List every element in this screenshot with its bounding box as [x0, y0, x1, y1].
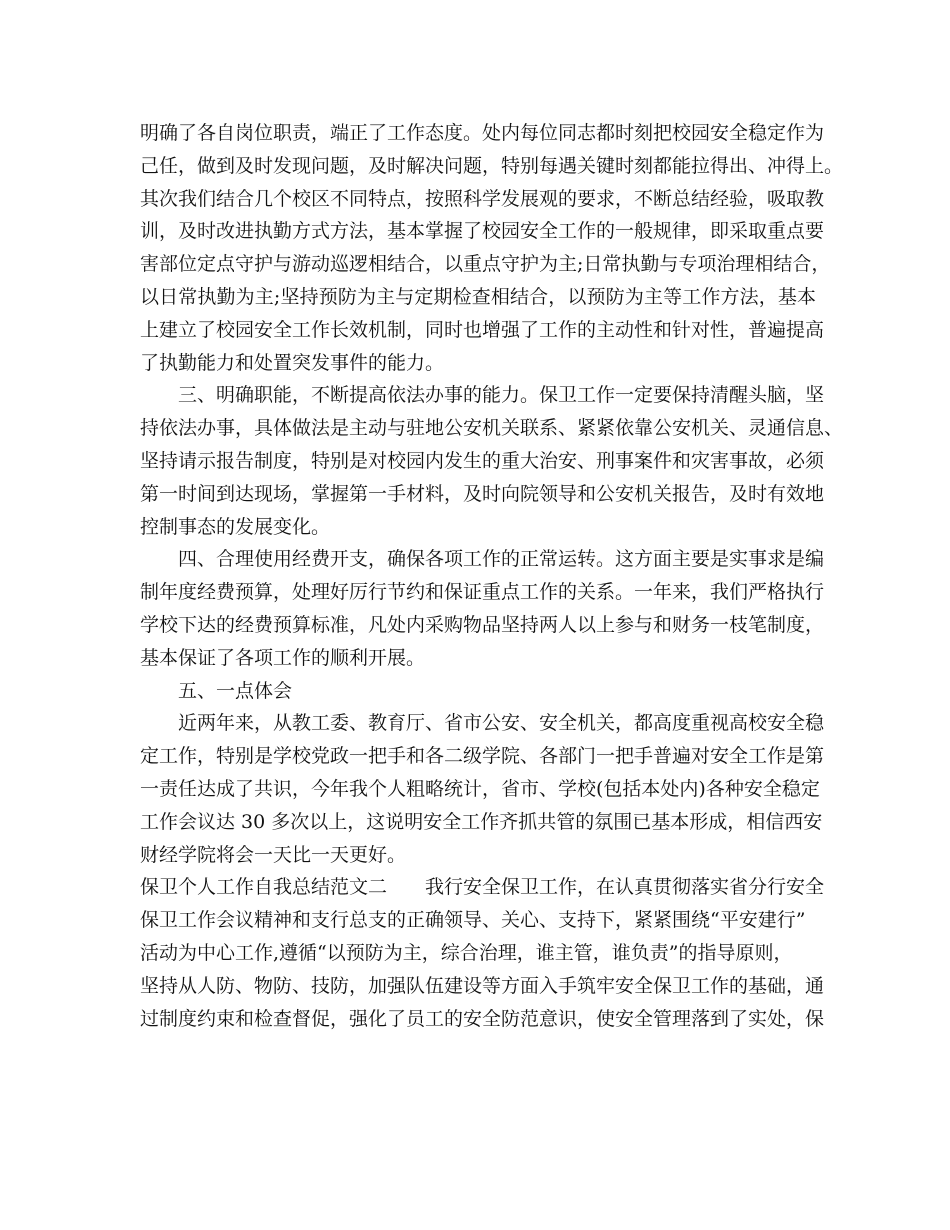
text-line: 害部位定点守护与游动巡逻相结合，以重点守护为主;日常执勤与专项治理相结合， [140, 253, 831, 276]
document-body [140, 117, 844, 1035]
text-line: 三、明确职能，不断提高依法办事的能力。保卫工作一定要保持清醒头脑，坚 [178, 384, 825, 407]
text-line: 过制度约束和检查督促，强化了员工的安全防范意识，使安全管理落到了实处，保 [140, 1007, 825, 1030]
text-line: 基本保证了各项工作的顺利开展。 [140, 646, 426, 669]
text-line: 保卫个人工作自我总结范文二 我行安全保卫工作，在认真贯彻落实省分行安全 [140, 876, 825, 899]
text-line: 制年度经费预算，处理好厉行节约和保证重点工作的关系。一年来，我们严格执行 [140, 581, 825, 604]
text-line: 四、合理使用经费开支，确保各项工作的正常运转。这方面主要是实事求是编 [178, 548, 825, 571]
text-line: 近两年来，从教工委、教育厅、省市公安、安全机关，都高度重视高校安全稳 [178, 712, 825, 735]
text-line: 了执勤能力和处置突发事件的能力。 [140, 351, 445, 374]
text-line: 五、一点体会 [178, 679, 293, 702]
text-line: 定工作，特别是学校党政一把手和各二级学院、各部门一把手普遍对安全工作是第 [140, 745, 825, 768]
text-line: 第一时间到达现场，掌握第一手材料，及时向院领导和公安机关报告，及时有效地 [140, 482, 825, 505]
text-line: 以日常执勤为主;坚持预防为主与定期检查相结合，以预防为主等工作方法，基本 [140, 285, 816, 308]
text-line: 学校下达的经费预算标准，凡处内采购物品坚持两人以上参与和财务一枝笔制度， [140, 613, 825, 636]
text-line: 活动为中心工作,遵循“以预防为主，综合治理，谁主管，谁负责”的指导原则， [140, 941, 793, 964]
text-line: 保卫工作会议精神和支行总支的正确领导、关心、支持下，紧紧围绕“平安建行” [140, 909, 806, 932]
text-line: 其次我们结合几个校区不同特点，按照科学发展观的要求，不断总结经验，吸取教 [140, 187, 825, 210]
text-line: 控制事态的发展变化。 [140, 515, 331, 538]
text-line: 上建立了校园安全工作长效机制，同时也增强了工作的主动性和针对性，普遍提高 [140, 318, 825, 341]
text-line: 工作会议达 30 多次以上，这说明安全工作齐抓共管的氛围已基本形成，相信西安 [140, 810, 823, 833]
text-line: 一责任达成了共识，今年我个人粗略统计，省市、学校(包括本处内)各种安全稳定 [140, 777, 820, 800]
text-line: 财经学院将会一天比一天更好。 [140, 843, 407, 866]
text-line: 训，及时改进执勤方式方法，基本掌握了校园安全工作的一般规律，即采取重点要 [140, 220, 825, 243]
text-line: 己任，做到及时发现问题，及时解决问题，特别每遇关键时刻都能拉得出、冲得上。 [140, 154, 844, 177]
text-line: 坚持从人防、物防、技防，加强队伍建设等方面入手筑牢安全保卫工作的基础，通 [140, 974, 825, 997]
text-line: 持依法办事，具体做法是主动与驻地公安机关联系、紧紧依靠公安机关、灵通信息、 [140, 417, 844, 440]
text-line: 明确了各自岗位职责，端正了工作态度。处内每位同志都时刻把校园安全稳定作为 [140, 122, 825, 144]
text-line: 坚持请示报告制度，特别是对校园内发生的重大治安、刑事案件和灾害事故，必须 [140, 449, 825, 472]
